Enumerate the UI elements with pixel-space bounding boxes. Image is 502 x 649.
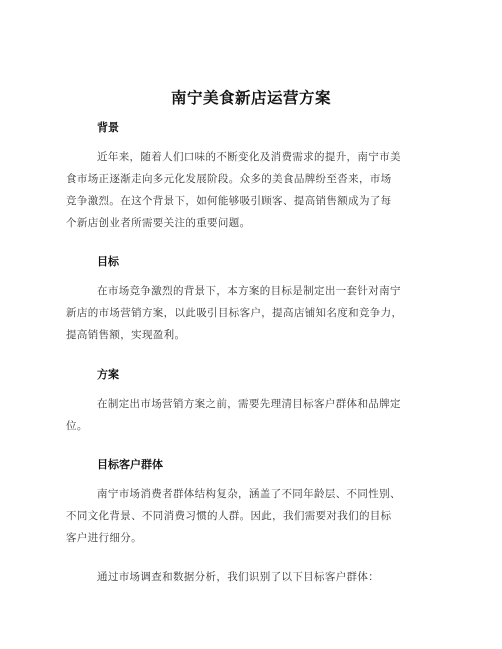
section-heading-plan: 方案 [97, 368, 119, 381]
paragraph-line: 食市场正逐渐走向多元化发展阶段。众多的美食品牌纷至沓来，市场 [66, 173, 392, 185]
paragraph-line: 南宁市场消费者群体结构复杂，涵盖了不同年龄层、不同性别、 [97, 488, 401, 500]
section-heading-goal: 目标 [97, 255, 119, 268]
section-heading-target-customers: 目标客户群体 [97, 458, 163, 471]
document-title: 南宁美食新店运营方案 [170, 89, 331, 107]
paragraph-line: 提高销售额，实现盈利。 [66, 329, 186, 341]
section-heading-background: 背景 [97, 121, 119, 134]
paragraph-line: 客户进行细分。 [66, 532, 142, 544]
paragraph-line: 在制定出市场营销方案之前，需要先理清目标客户群体和品牌定 [97, 398, 401, 410]
paragraph-line: 通过市场调查和数据分析，我们识别了以下目标客户群体： [97, 571, 380, 583]
paragraph-line: 个新店创业者所需要关注的重要问题。 [66, 217, 251, 229]
paragraph-line: 竞争激烈。在这个背景下，如何能够吸引顾客、提高销售额成为了每 [66, 195, 392, 207]
paragraph-line: 不同文化背景、不同消费习惯的人群。因此，我们需要对我们的目标 [66, 510, 392, 522]
paragraph-line: 在市场竞争激烈的背景下，本方案的目标是制定出一套针对南宁 [97, 285, 401, 297]
paragraph-line: 近年来，随着人们口味的不断变化及消费需求的提升，南宁市美 [97, 151, 401, 163]
paragraph-line: 新店的市场营销方案，以此吸引目标客户，提高店铺知名度和竞争力， [66, 307, 403, 319]
paragraph-line: 位。 [66, 420, 88, 432]
